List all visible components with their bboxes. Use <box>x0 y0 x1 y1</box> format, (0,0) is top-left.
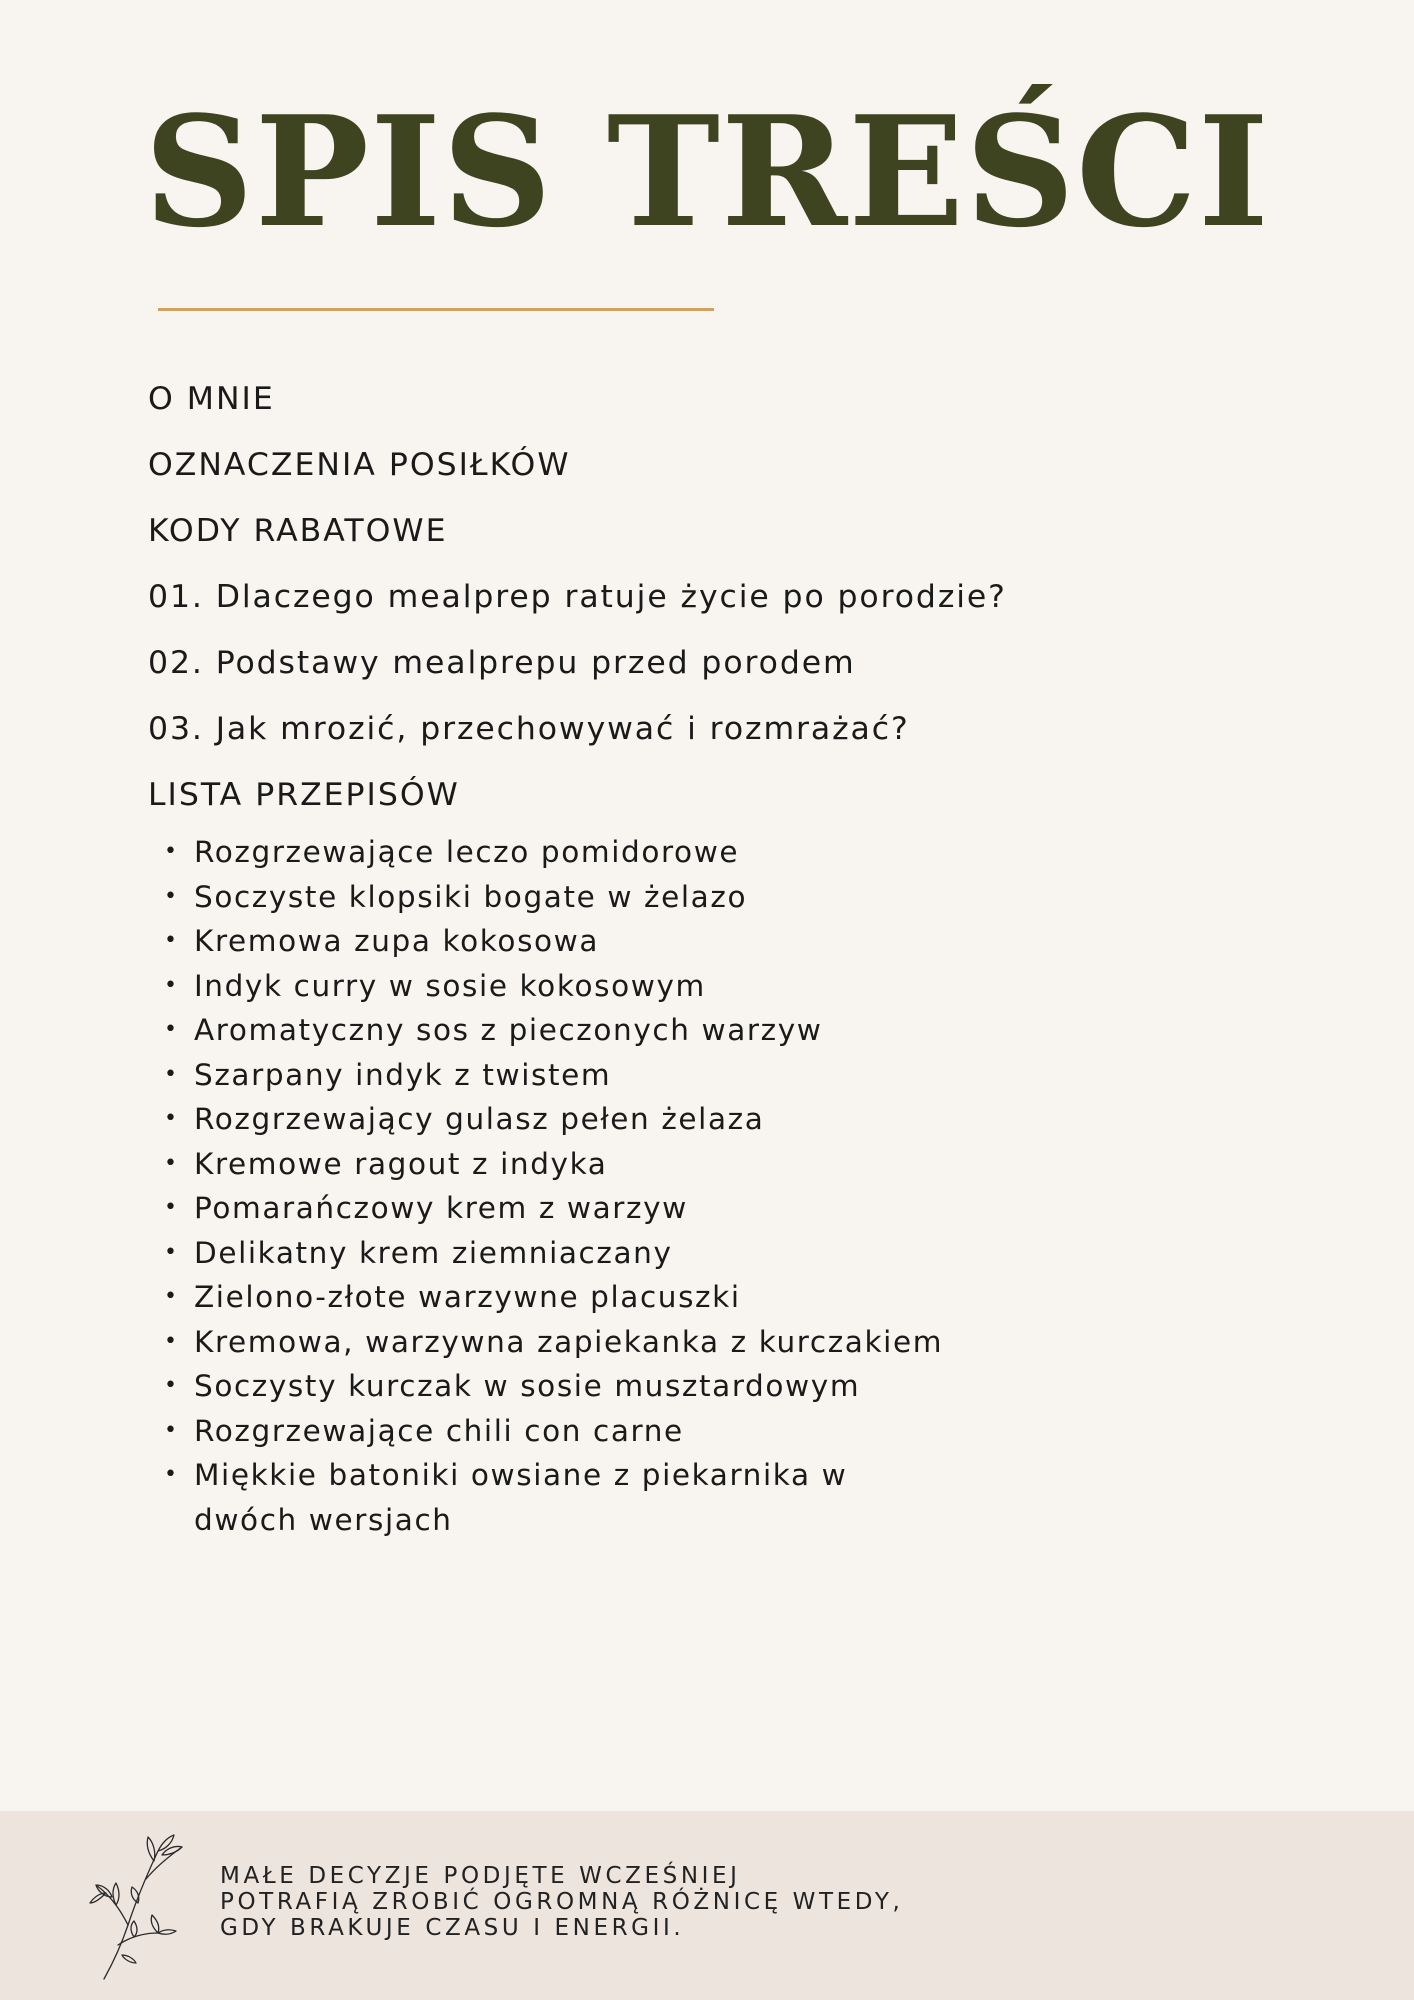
list-item[interactable] <box>164 830 954 875</box>
bullet-icon: • <box>164 1373 179 1398</box>
page-title: SPIS TREŚCI <box>144 82 1270 261</box>
recipe-label: Kremowe ragout z indyka <box>194 1146 608 1181</box>
recipe-label: Aromatyczny sos z pieczonych warzyw <box>194 1013 823 1047</box>
quote-line: POTRAFIĄ ZROBIĆ OGROMNĄ RÓŻNICĘ WTEDY, <box>220 1889 904 1915</box>
bullet-icon: • <box>164 1239 179 1265</box>
list-item[interactable] <box>164 1453 954 1542</box>
bullet-icon: • <box>164 883 179 909</box>
footer-quote <box>220 1863 1320 1941</box>
toc-item-meal-labels[interactable]: OZNACZENIA POSIŁKÓW <box>148 447 571 483</box>
list-item[interactable] <box>164 1186 954 1231</box>
list-item[interactable] <box>164 1409 954 1454</box>
recipe-label: Kremowa, warzywna zapiekanka z kurczakiem <box>194 1324 944 1359</box>
bullet-icon: • <box>164 1017 179 1042</box>
bullet-icon: • <box>164 839 179 864</box>
leaf-sprig-icon <box>88 1833 188 1983</box>
quote-line: MAŁE DECYZJE PODJĘTE WCZEŚNIEJ <box>220 1863 741 1889</box>
list-item[interactable] <box>164 964 954 1009</box>
bullet-icon: • <box>164 1195 179 1220</box>
toc-item-chapter-02[interactable]: 02. Podstawy mealprepu przed porodem <box>148 645 856 681</box>
recipe-label: Soczyste klopsiki bogate w żelazo <box>194 879 748 914</box>
list-item[interactable] <box>164 1231 954 1276</box>
list-item[interactable] <box>164 919 954 964</box>
toc-item-recipe-list[interactable]: LISTA PRZEPISÓW <box>148 777 460 813</box>
recipe-label: Indyk curry w sosie kokosowym <box>194 968 706 1003</box>
bullet-icon: • <box>164 1417 179 1443</box>
recipe-label: Kremowa zupa kokosowa <box>194 924 600 958</box>
bullet-icon: • <box>164 972 179 998</box>
list-item[interactable] <box>164 875 954 920</box>
list-item[interactable] <box>164 1275 954 1320</box>
list-item[interactable] <box>164 1053 954 1098</box>
list-item[interactable] <box>164 1364 954 1409</box>
list-item[interactable] <box>164 1097 954 1142</box>
recipe-label: Zielono-złote warzywne placuszki <box>194 1280 741 1314</box>
list-item[interactable] <box>164 1008 954 1053</box>
recipe-label: Pomarańczowy krem z warzyw <box>194 1191 688 1225</box>
bullet-icon: • <box>164 1061 179 1087</box>
table-of-contents <box>148 366 1288 828</box>
bullet-icon: • <box>164 1328 179 1354</box>
recipe-list <box>164 830 954 1542</box>
recipe-label: Rozgrzewające chili con carne <box>194 1413 684 1448</box>
list-item[interactable] <box>164 1320 954 1365</box>
toc-item-about[interactable]: O MNIE <box>148 381 275 417</box>
bullet-icon: • <box>164 1462 179 1487</box>
recipe-label: Rozgrzewający gulasz pełen żelaza <box>194 1102 765 1136</box>
footer-band <box>0 1811 1414 2000</box>
recipe-label: Miękkie batoniki owsiane z piekarnika w dwóch wersjach <box>194 1458 848 1537</box>
title-underline <box>158 308 714 311</box>
quote-line: GDY BRAKUJE CZASU I ENERGII. <box>220 1915 685 1941</box>
toc-item-chapter-01[interactable]: 01. Dlaczego mealprep ratuje życie po porodzie? <box>148 579 1007 615</box>
toc-item-chapter-03[interactable]: 03. Jak mrozić, przechowywać i rozmrażać? <box>148 711 910 747</box>
recipe-label: Soczysty kurczak w sosie musztardowym <box>194 1369 861 1403</box>
bullet-icon: • <box>164 1284 179 1309</box>
recipe-label: Delikatny krem ziemniaczany <box>194 1235 673 1270</box>
recipe-label: Rozgrzewające leczo pomidorowe <box>194 835 740 869</box>
bullet-icon: • <box>164 928 179 953</box>
bullet-icon: • <box>164 1150 179 1176</box>
toc-item-discount-codes[interactable]: KODY RABATOWE <box>148 513 448 549</box>
bullet-icon: • <box>164 1106 179 1131</box>
list-item[interactable] <box>164 1142 954 1187</box>
recipe-label: Szarpany indyk z twistem <box>194 1057 612 1092</box>
